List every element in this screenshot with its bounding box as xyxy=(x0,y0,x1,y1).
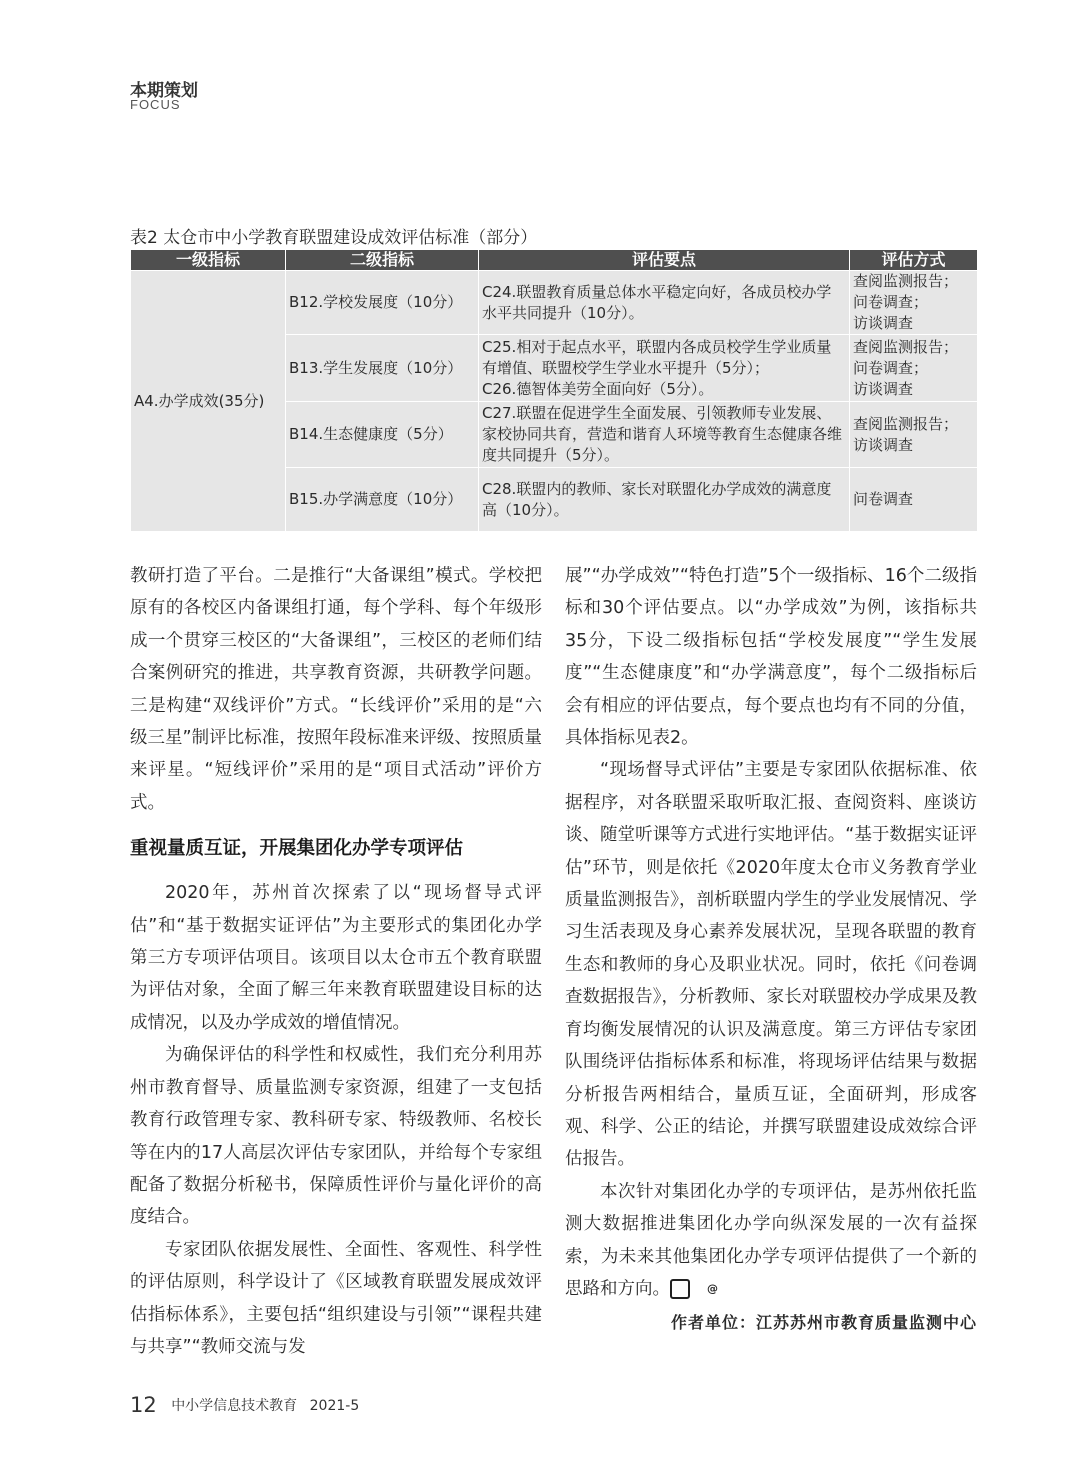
header-points: 评估要点 xyxy=(479,250,850,271)
paragraph: “现场督导式评估”主要是专家团队依据标准、依据程序，对各联盟采取听取汇报、查阅资料、座谈访谈、随堂听课等方式进行实地评估。“基于数据实证评估”环节，则是依托《2020年度太仓市义务教育学业质量监测报告》，剖析联盟内学生的学业发展情况、学习生活表现及身心素养发展状况，呈现各联盟的教育生态和教师的身心及职业状况。同时，依托《问卷调查数据报告》，分析教师、家长对联盟校办学成果及教育均衡发展情况的认识及满意度。第三方评估专家团队围绕评估指标体系和标准，将现场评估结果与数据分析报告两相结合，量质互证，全面研判，形成客观、科学、公正的结论，并撰写联盟建设成效综合评估报告。 xyxy=(565,760,977,1170)
method-cell xyxy=(850,402,978,468)
paragraph xyxy=(565,1176,977,1306)
method-item: 查阅监测报告； xyxy=(853,337,959,356)
paragraph: 展”“办学成效”“特色打造”5个一级指标、16个二级指标和30个评估要点。以“办学成效”为例，该指标共35分，下设二级指标包括“学校发展度”“学生发展度”“生态健康度”和“办学满意度”，每个二级指标后会有相应的评估要点，每个要点也均有不同的分值，具体指标见表2。 xyxy=(565,566,977,749)
paragraph: 为确保评估的科学性和权威性，我们充分利用苏州市教育督导、质量监测专家资源，组建了一支包括教育行政管理专家、教科研专家、特级教师、名校长等在内的17人高层次评估专家团队，并给每个专家组配备了数据分析秘书，保障质性评价与量化评价的高度结合。 xyxy=(130,1045,542,1228)
points-cell: C28.联盟内的教师、家长对联盟化办学成效的满意度高（10分）。 xyxy=(479,468,850,532)
level2-cell: B14.生态健康度（5分） xyxy=(286,402,479,468)
method-item: 问卷调查； xyxy=(853,293,929,311)
page-number: 12 xyxy=(130,1393,157,1417)
method-item: 查阅监测报告； xyxy=(853,414,959,433)
table-caption: 表2 太仓市中小学教育联盟建设成效评估标准（部分） xyxy=(130,228,538,248)
section-title-en: FOCUS xyxy=(130,97,181,112)
method-cell xyxy=(850,271,978,335)
level2-cell: B13.学生发展度（10分） xyxy=(286,335,479,402)
article-right-column xyxy=(565,560,977,1340)
method-item: 问卷调查； xyxy=(853,358,929,377)
method-item: 查阅监测报告； xyxy=(853,272,959,290)
table-row xyxy=(131,271,978,335)
level2-cell: B15.办学满意度（10分） xyxy=(286,468,479,532)
article-left-column xyxy=(130,560,542,1363)
journal-name: 中小学信息技术教育 xyxy=(171,1398,298,1414)
level2-cell: B12.学校发展度（10分） xyxy=(286,271,479,335)
points-item: C26.德智体美劳全面向好（5分）。 xyxy=(482,379,714,398)
paragraph-text: 本次针对集团化办学的专项评估，是苏州依托监测大数据推进集团化办学向纵深发展的一次有益探索，为未来其他集团化办学专项评估提供了一个新的思路和方向。 xyxy=(565,1181,977,1299)
paragraph: 教研打造了平台。二是推行“大备课组”模式。学校把原有的各校区内备课组打通，每个学科、每个年级形成一个贯穿三校区的“大备课组”，三校区的老师们结合案例研究的推进，共享教育资源，共研教学问题。三是构建“双线评价”方式。“长线评价”采用的是“六级三星”制评比标准，按照年段标准来评级、按照质量来评星。“短线评价”采用的是“项目式活动”评价方式。 xyxy=(130,566,542,813)
end-mark-icon: @ xyxy=(670,1279,690,1299)
method-cell xyxy=(850,335,978,402)
method-item: 访谈调查 xyxy=(853,379,914,398)
header-level1: 一级指标 xyxy=(131,250,286,271)
section-heading: 重视量质互证，开展集团化办学专项评估 xyxy=(130,838,464,860)
evaluation-table xyxy=(130,249,978,532)
points-cell: C24.联盟教育质量总体水平稳定向好，各成员校办学水平共同提升（10分）。 xyxy=(479,271,850,335)
header-level2: 二级指标 xyxy=(286,250,479,271)
table-header-row xyxy=(131,250,978,271)
method-item: 问卷调查 xyxy=(853,490,914,508)
method-item: 访谈调查 xyxy=(853,435,914,454)
method-cell xyxy=(850,468,978,532)
page-footer xyxy=(130,1393,359,1417)
issue-number: 2021-5 xyxy=(309,1398,360,1414)
points-cell: C27.联盟在促进学生全面发展、引领教师专业发展、家校协同共育，营造和谐育人环境等教育生态健康各维度共同提升（5分）。 xyxy=(479,402,850,468)
paragraph: 专家团队依据发展性、全面性、客观性、科学性的评估原则，科学设计了《区域教育联盟发展成效评估指标体系》，主要包括“组织建设与引领”“课程共建与共享”“教师交流与发 xyxy=(130,1239,542,1357)
points-item: C25.相对于起点水平，联盟内各成员校学生学业质量有增值、联盟校学生学业水平提升（5分）； xyxy=(482,337,832,377)
author-affiliation: 作者单位：江苏苏州市教育质量监测中心 xyxy=(670,1313,977,1333)
points-cell xyxy=(479,335,850,402)
level1-cell: A4.办学成效(35分) xyxy=(131,271,286,532)
section-title: 本期策划 xyxy=(130,81,198,101)
paragraph: 2020年，苏州首次探索了以“现场督导式评估”和“基于数据实证评估”为主要形式的集团化办学第三方专项评估项目。该项目以太仓市五个教育联盟为评估对象，全面了解三年来教育联盟建设目标的达成情况，以及办学成效的增值情况。 xyxy=(130,883,542,1033)
header-method: 评估方式 xyxy=(850,250,978,271)
method-item: 访谈调查 xyxy=(853,314,914,332)
